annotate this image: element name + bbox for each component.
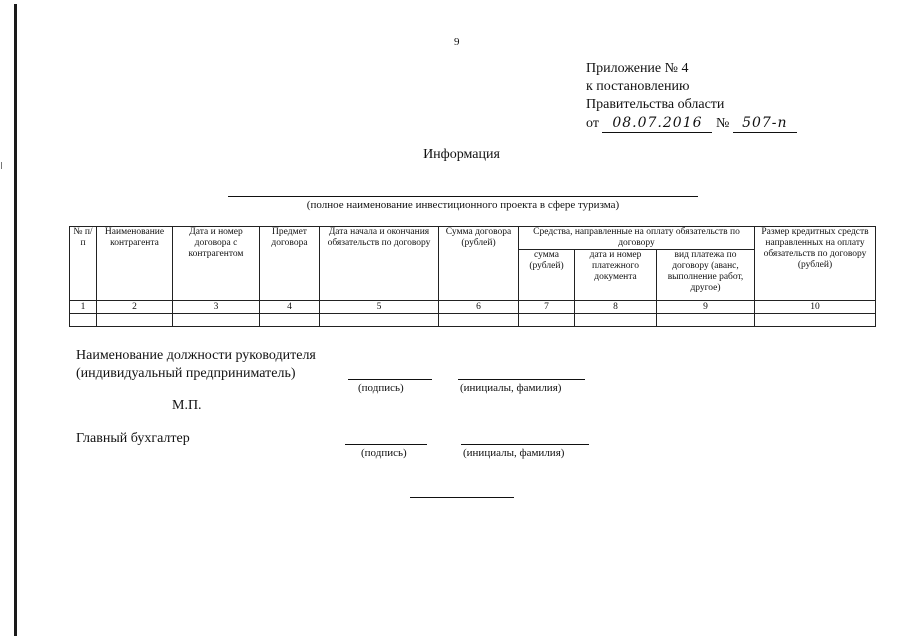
- document-title-wrap: [0, 147, 905, 163]
- closing-separator-line: [410, 497, 514, 498]
- header-credit: Размер кредитных средств направленных на оплату обязательств по договору (рублей): [755, 227, 876, 301]
- scan-edge-line: [14, 4, 17, 636]
- head-title-line-2: (индивидуальный предприниматель): [76, 366, 296, 381]
- accountant-signature-line: [345, 444, 427, 445]
- appendix-line-3: Правительства области: [586, 97, 725, 112]
- empty-cell: [657, 314, 755, 327]
- column-number: 4: [260, 301, 320, 314]
- column-number-row: [70, 301, 876, 314]
- column-number: 10: [755, 301, 876, 314]
- header-contract-date: Дата и номер договора с контрагентом: [173, 227, 260, 301]
- column-number: 2: [97, 301, 173, 314]
- head-signature-caption: (подпись): [358, 382, 404, 394]
- table-empty-row: [70, 314, 876, 327]
- header-counterparty: Наименование контрагента: [97, 227, 173, 301]
- project-name-caption: (полное наименование инвестиционного проекта в сфере туризма): [306, 199, 620, 211]
- accountant-name-caption: (инициалы, фамилия): [463, 447, 565, 459]
- empty-cell: [260, 314, 320, 327]
- header-funds-doc: дата и номер платежного документа: [575, 250, 657, 301]
- column-number: 7: [519, 301, 575, 314]
- appendix-line-1: Приложение № 4: [586, 61, 689, 76]
- column-number: 1: [70, 301, 97, 314]
- appendix-line-2: к постановлению: [586, 79, 690, 94]
- accountant-signature-caption: (подпись): [361, 447, 407, 459]
- header-subject: Предмет договора: [260, 227, 320, 301]
- header-no: № п/п: [70, 227, 97, 301]
- empty-cell: [519, 314, 575, 327]
- column-number: 5: [320, 301, 439, 314]
- empty-cell: [755, 314, 876, 327]
- header-funds-group: Средства, направленные на оплату обязательств по договору: [519, 227, 755, 250]
- handwritten-number: 507-п: [733, 114, 797, 133]
- empty-cell: [320, 314, 439, 327]
- empty-cell: [97, 314, 173, 327]
- accountant-title: Главный бухгалтер: [76, 431, 190, 446]
- document-title: Информация: [423, 147, 500, 162]
- head-name-line: [458, 379, 585, 380]
- empty-cell: [439, 314, 519, 327]
- header-funds-sum: сумма (рублей): [519, 250, 575, 301]
- project-name-blank-line: [228, 196, 698, 197]
- appendix-block: [586, 60, 797, 133]
- appendix-date-row: [586, 114, 797, 133]
- head-title-line-1: Наименование должности руководителя: [76, 348, 316, 363]
- scan-margin-mark: [1, 162, 2, 169]
- page-number: 9: [454, 36, 460, 48]
- empty-cell: [575, 314, 657, 327]
- column-number: 8: [575, 301, 657, 314]
- header-period: Дата начала и окончания обязательств по договору: [320, 227, 439, 301]
- header-amount: Сумма договора (рублей): [439, 227, 519, 301]
- head-name-caption: (инициалы, фамилия): [460, 382, 562, 394]
- number-prefix: №: [715, 116, 730, 131]
- empty-cell: [173, 314, 260, 327]
- table-header-row: [70, 227, 876, 250]
- empty-cell: [70, 314, 97, 327]
- handwritten-date: 08.07.2016: [602, 114, 712, 133]
- information-table: [69, 226, 876, 327]
- head-signature-line: [348, 379, 432, 380]
- column-number: 6: [439, 301, 519, 314]
- date-prefix: от: [586, 116, 599, 131]
- stamp-place: М.П.: [172, 398, 202, 413]
- accountant-name-line: [461, 444, 589, 445]
- header-funds-type: вид платежа по договору (аванс, выполнение работ, другое): [657, 250, 755, 301]
- column-number: 3: [173, 301, 260, 314]
- column-number: 9: [657, 301, 755, 314]
